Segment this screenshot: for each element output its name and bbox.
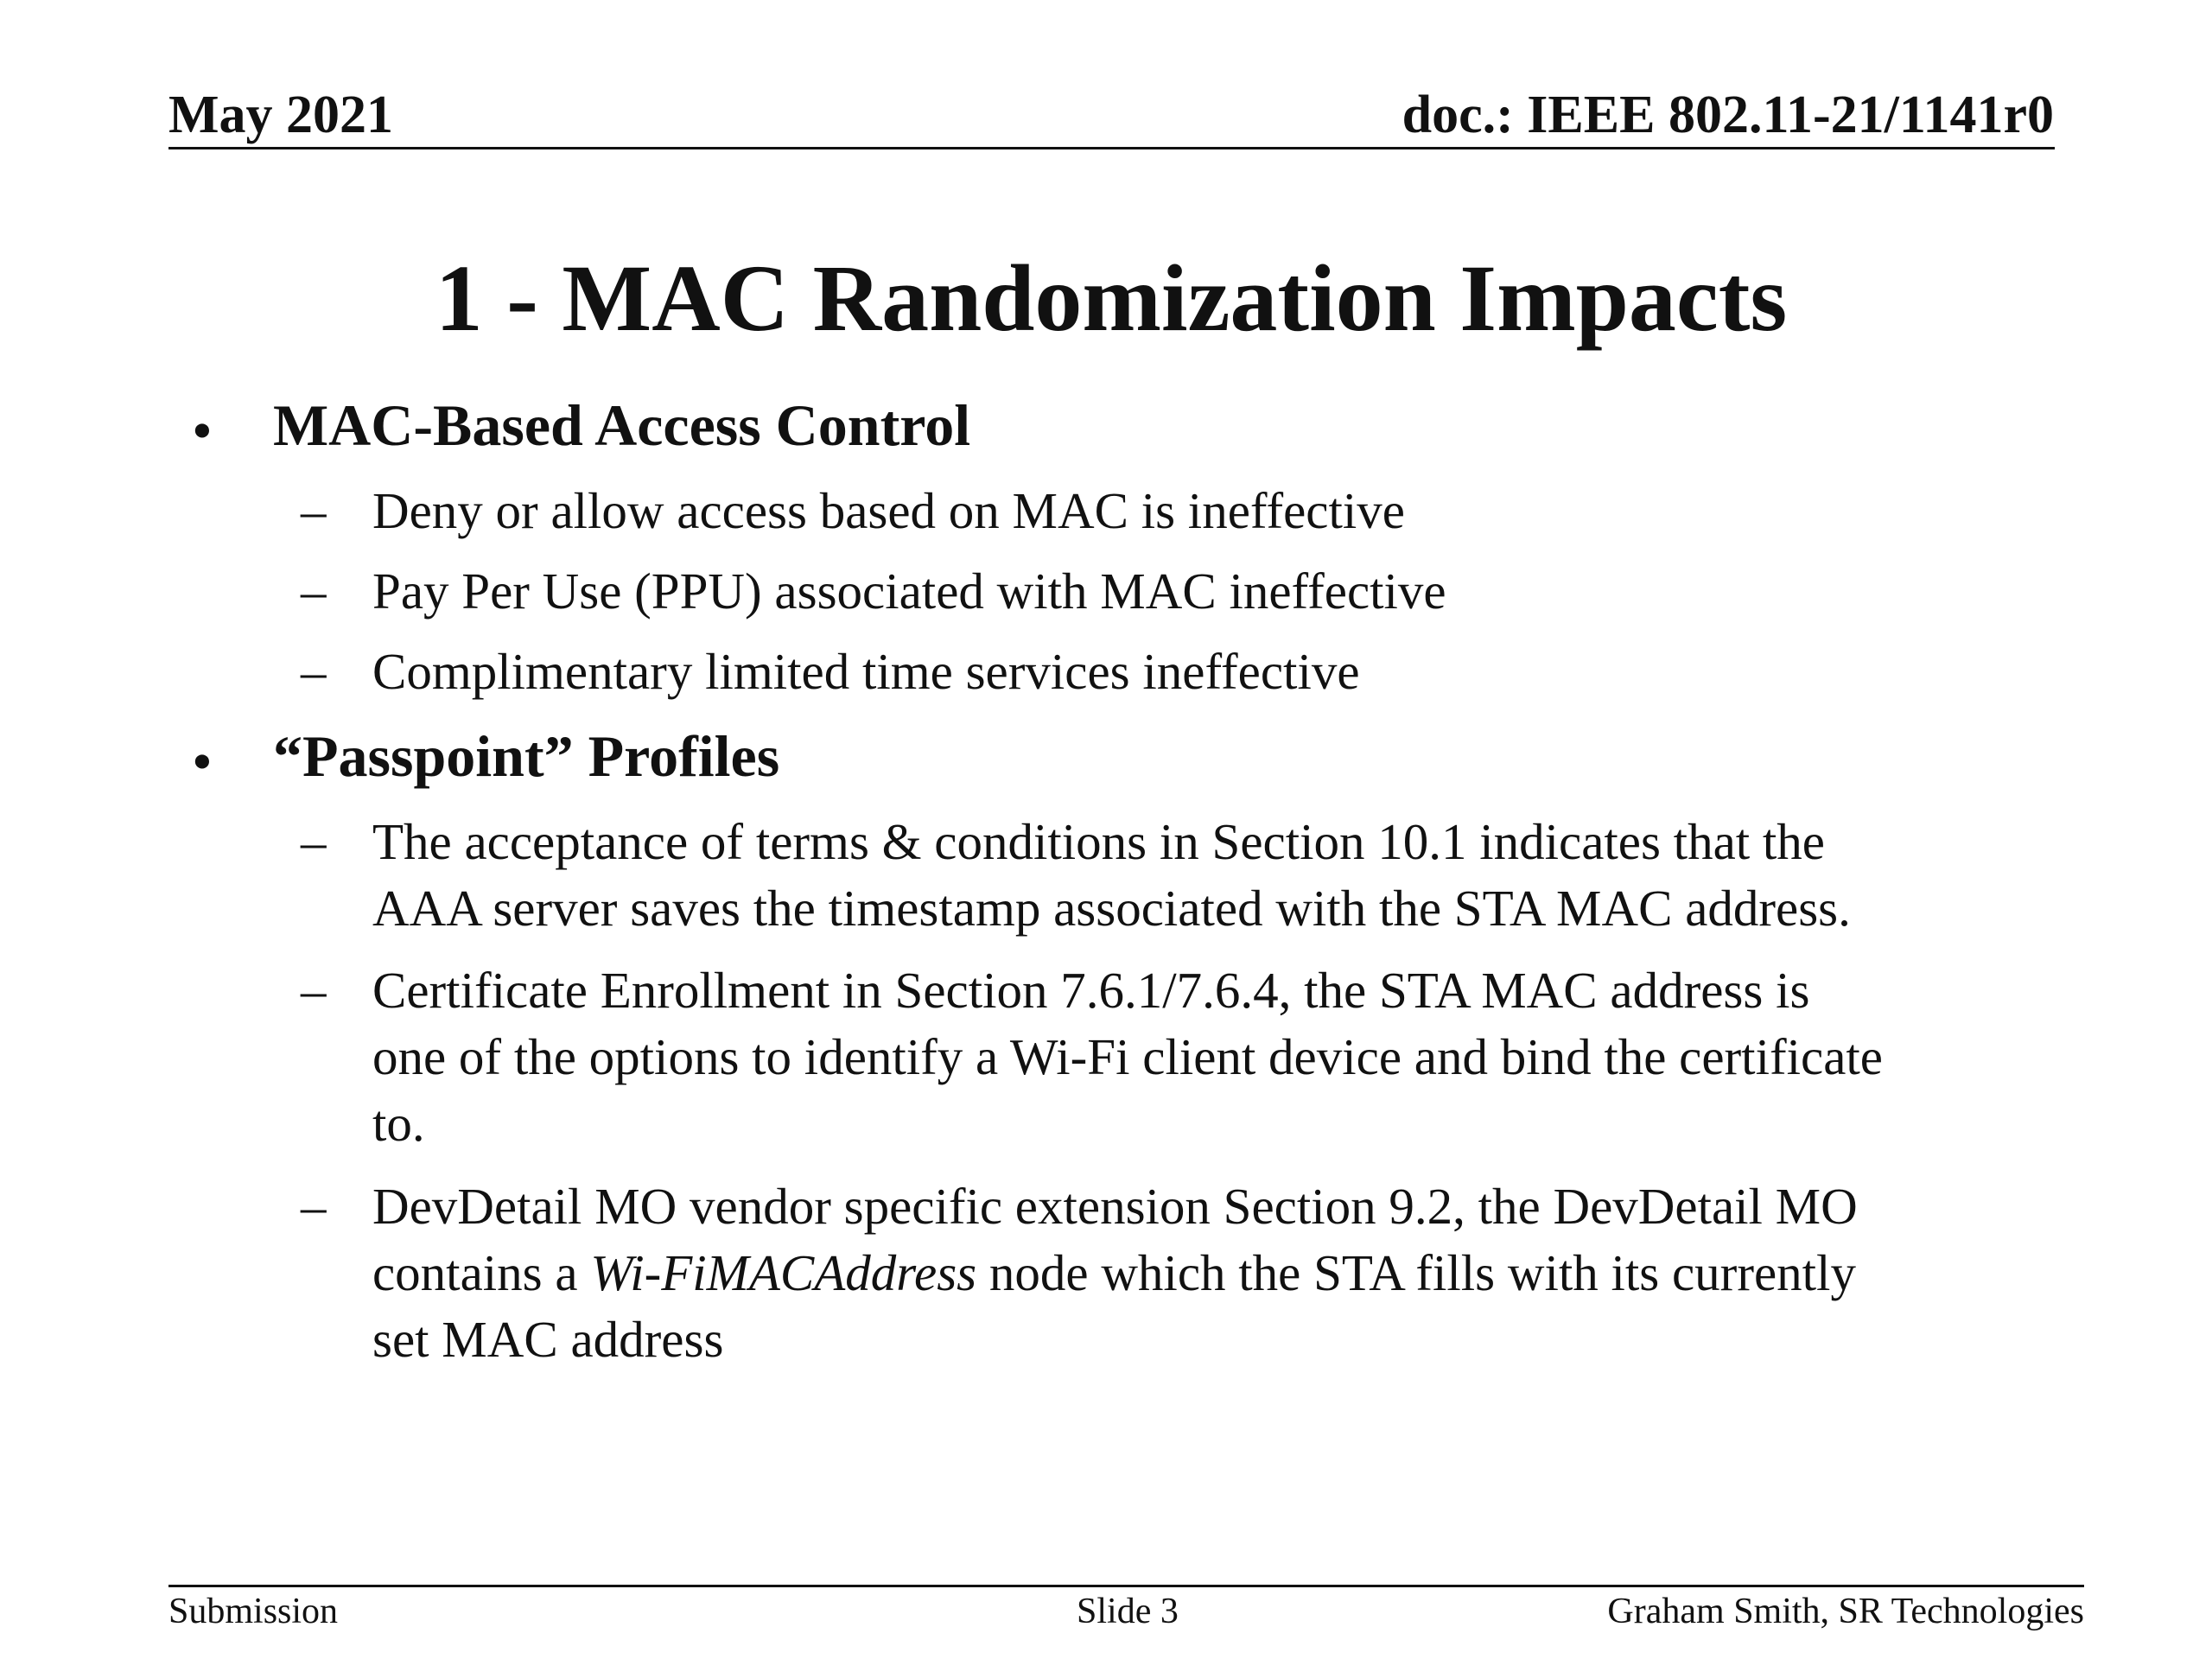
sub-bullet-marker: –	[301, 1178, 327, 1235]
italic-term: Wi-FiMACAddress	[590, 1244, 977, 1301]
footer-slide-number: Slide 3	[1077, 1592, 1179, 1631]
sub-bullet-marker: –	[301, 643, 327, 700]
sub-bullet-text: Pay Per Use (PPU) associated with MAC ineffective	[372, 563, 1446, 620]
sub-bullet-text-line: to.	[372, 1095, 425, 1152]
sub-bullet-marker: –	[301, 482, 327, 539]
sub-bullet-text-line	[372, 1239, 1856, 1306]
bullet-marker: •	[192, 728, 213, 794]
sub-bullet-text-line: DevDetail MO vendor specific extension Section 9.2, the DevDetail MO	[372, 1178, 1858, 1235]
footer-divider	[168, 1585, 2084, 1587]
sub-bullet-text-line: one of the options to identify a Wi-Fi client device and bind the certificate	[372, 1028, 1883, 1085]
text-run: node which the STA fills with its currently	[976, 1244, 1856, 1301]
slide-title: 1 - MAC Randomization Impacts	[435, 245, 1788, 351]
footer-submission: Submission	[168, 1592, 339, 1631]
sub-bullet-text-line: set MAC address	[372, 1311, 724, 1368]
header-doc-id: doc.: IEEE 802.11-21/1141r0	[1402, 86, 2054, 144]
sub-bullet-text: Complimentary limited time services ineffective	[372, 643, 1360, 700]
sub-bullet-marker: –	[301, 563, 327, 620]
bullet-heading: “Passpoint” Profiles	[273, 723, 780, 789]
sub-bullet-text: Deny or allow access based on MAC is ineffective	[372, 482, 1405, 539]
footer-author: Graham Smith, SR Technologies	[1607, 1592, 2084, 1631]
sub-bullet-text-line: AAA server saves the timestamp associated with the STA MAC address.	[372, 880, 1851, 937]
sub-bullet-marker: –	[301, 813, 327, 870]
header-divider	[168, 147, 2055, 149]
sub-bullet-text-line: The acceptance of terms & conditions in Section 10.1 indicates that the	[372, 813, 1825, 870]
sub-bullet-marker: –	[301, 962, 327, 1019]
text-run: contains a	[372, 1244, 591, 1301]
header-date: May 2021	[168, 86, 394, 144]
bullet-heading: MAC-Based Access Control	[273, 392, 971, 458]
bullet-marker: •	[192, 397, 213, 463]
sub-bullet-text-line: Certificate Enrollment in Section 7.6.1/7.6.4, the STA MAC address is	[372, 962, 1810, 1019]
